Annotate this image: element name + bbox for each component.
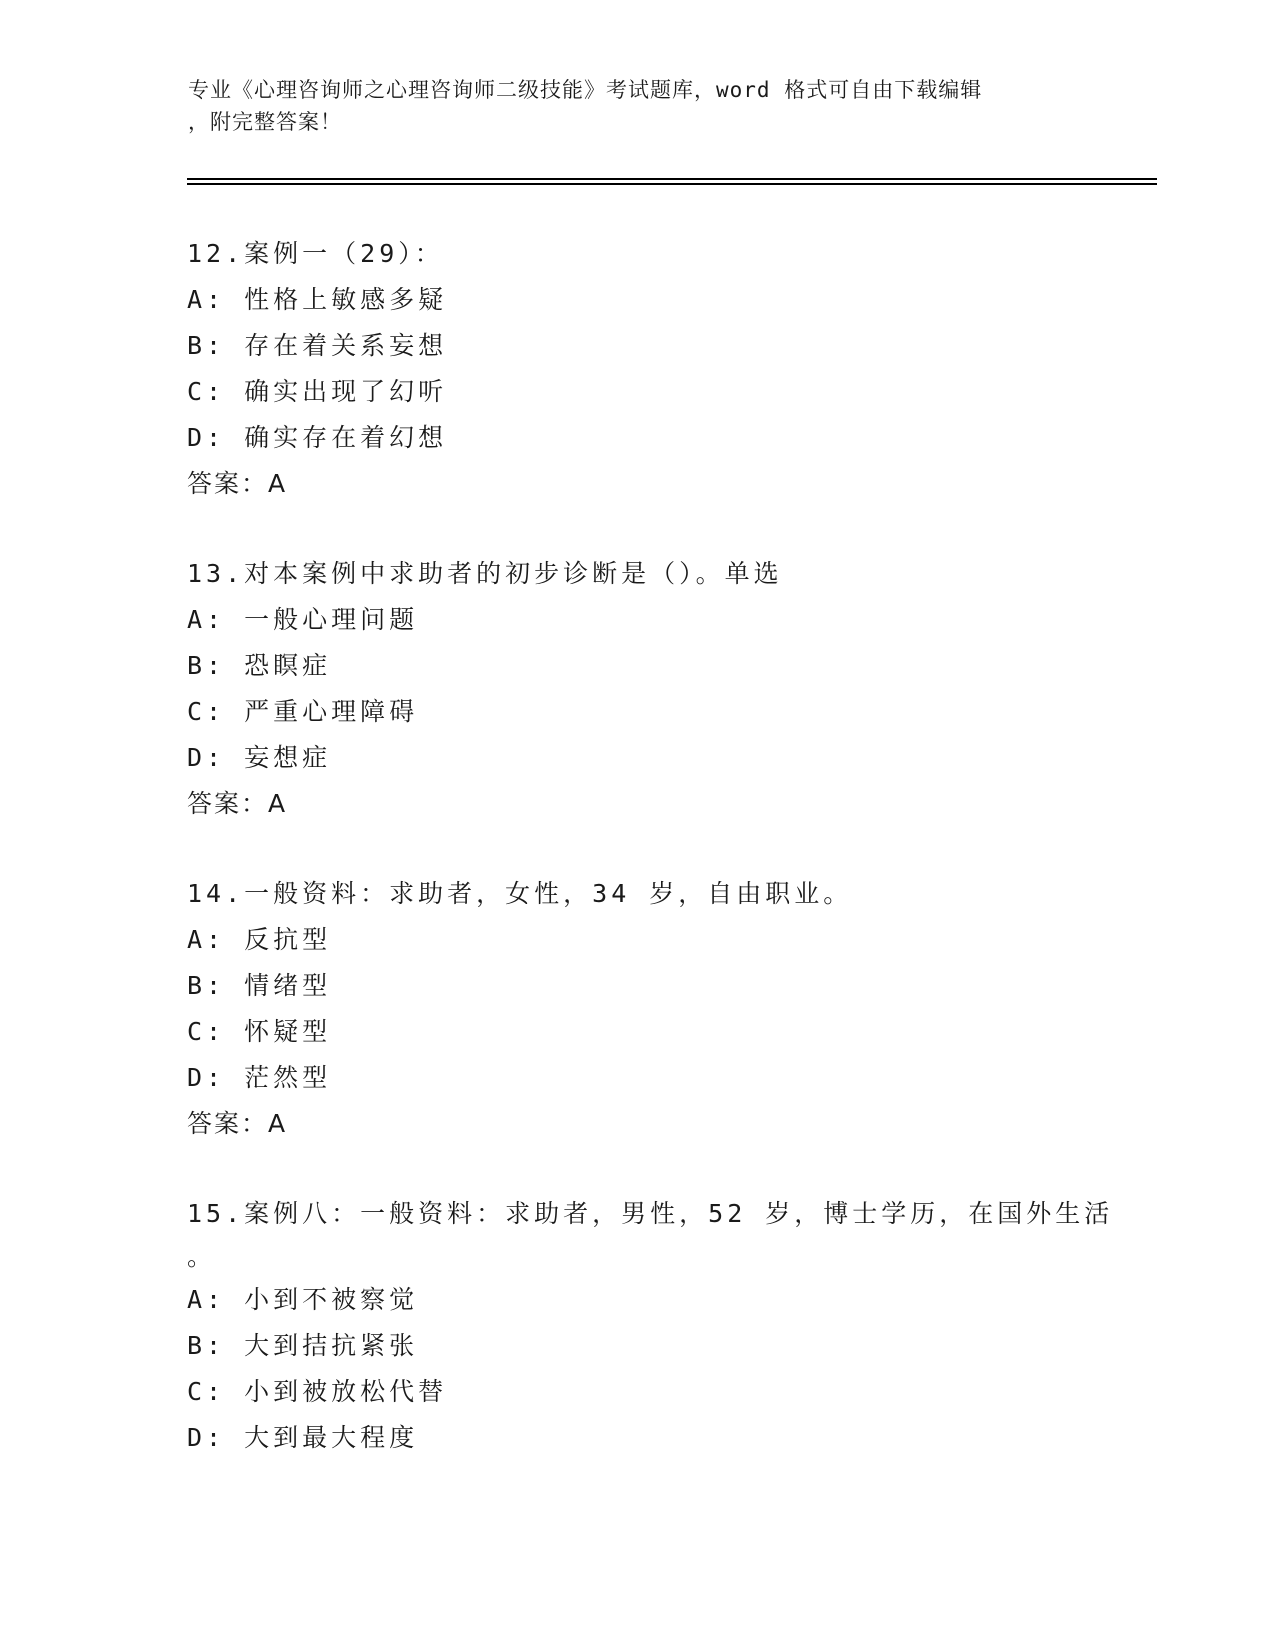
option-b: B: 情绪型: [187, 971, 332, 1000]
option-a: A: 小到不被察觉: [187, 1285, 419, 1314]
answer-line: 答案：A: [187, 469, 288, 498]
question-15: [187, 1191, 1114, 1461]
header-line-1: 专业《心理咨询师之心理咨询师二级技能》考试题库，word 格式可自由下载编辑: [188, 78, 983, 102]
answer-line: 答案：A: [187, 789, 288, 818]
option-d: D: 确实存在着幻想: [187, 423, 448, 452]
question-stem: 14.一般资料：求助者，女性，34 岁，自由职业。: [187, 879, 853, 908]
question-13: [187, 551, 1087, 827]
header-divider-bottom: [187, 183, 1157, 185]
question-stem: 15.案例八：一般资料：求助者，男性，52 岁，博士学历，在国外生活: [187, 1199, 1114, 1228]
option-c: C: 怀疑型: [187, 1017, 332, 1046]
option-b: B: 大到拮抗紧张: [187, 1331, 419, 1360]
option-d: D: 妄想症: [187, 743, 332, 772]
question-14: [187, 871, 1087, 1147]
header-line-2: ，附完整答案！: [188, 110, 342, 134]
option-c: C: 小到被放松代替: [187, 1377, 448, 1406]
question-12: [187, 231, 1087, 507]
document-header: [188, 74, 1078, 138]
option-c: C: 确实出现了幻听: [187, 377, 448, 406]
option-d: D: 大到最大程度: [187, 1423, 419, 1452]
answer-line: 答案：A: [187, 1109, 288, 1138]
option-b: B: 存在着关系妄想: [187, 331, 448, 360]
question-stem: 12.案例一（29）：: [187, 239, 444, 268]
option-a: A: 性格上敏感多疑: [187, 285, 448, 314]
option-a: A: 反抗型: [187, 925, 332, 954]
header-divider-top: [187, 178, 1157, 180]
question-stem: 13.对本案例中求助者的初步诊断是（）。单选: [187, 559, 783, 588]
option-b: B: 恐瞑症: [187, 651, 332, 680]
option-d: D: 茫然型: [187, 1063, 332, 1092]
option-a: A: 一般心理问题: [187, 605, 419, 634]
option-c: C: 严重心理障碍: [187, 697, 419, 726]
question-stem-continuation: 。: [187, 1242, 217, 1271]
